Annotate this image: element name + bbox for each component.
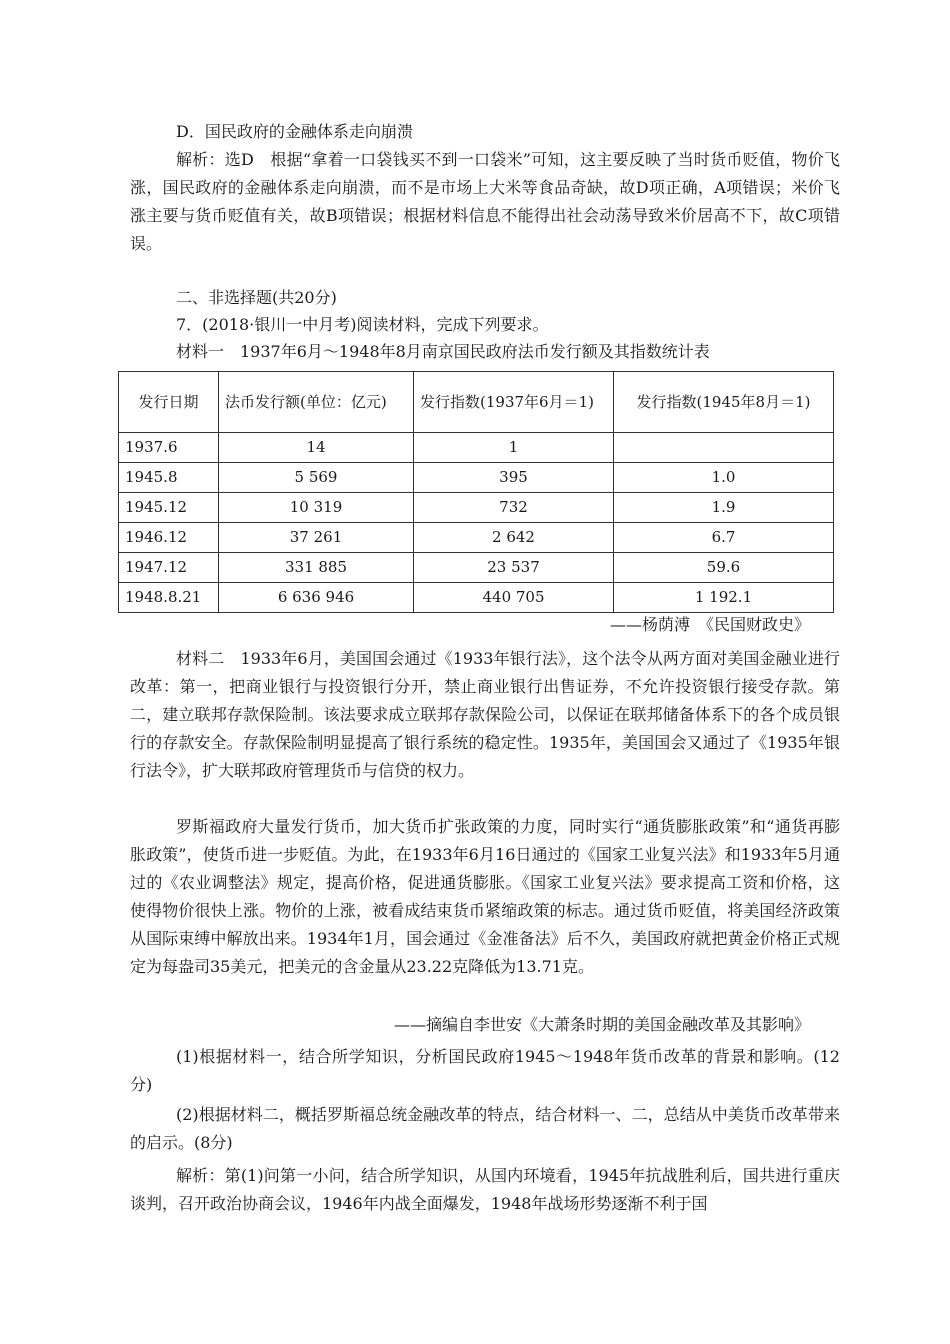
analysis-2: 解析：第(1)问第一小问，结合所学知识，从国内环境看，1945年抗战胜利后，国共进行重庆谈判，召开政治协商会议，1946年内战全面爆发，1948年战场形势逐渐不利于国 xyxy=(130,1166,840,1213)
table-cell: 14 xyxy=(219,433,414,463)
analysis-answer: 解析：选D 根据“拿着一口袋钱买不到一口袋米”可知，这主要反映了当时货币贬值，物价飞涨，国民政府的金融体系走向崩溃，而不是市场上大米等食品奇缺，故D项正确，A项错误；米价飞涨主要与货币贬值有关，故B项错误；根据材料信息不能得出社会动荡导致米价居高不下，故C项错误。 xyxy=(130,150,840,253)
table-cell: 6 636 946 xyxy=(219,583,414,613)
table-row xyxy=(119,433,834,463)
table-cell: 395 xyxy=(414,463,614,493)
table-cell: 1946.12 xyxy=(119,523,219,553)
material1-title: 材料一 1937年6月～1948年8月南京国民政府法币发行额及其指数统计表 xyxy=(176,342,710,361)
question-7: 7．(2018·银川一中月考)阅读材料，完成下列要求。 xyxy=(176,315,549,334)
table-header-cell: 发行指数(1945年8月＝1) xyxy=(614,372,834,433)
table-header-cell: 发行指数(1937年6月＝1) xyxy=(414,372,614,433)
table-cell: 37 261 xyxy=(219,523,414,553)
source-citation-1: ——杨荫溥 《民国财政史》 xyxy=(609,615,810,634)
table-header-cell: 发行日期 xyxy=(119,372,219,433)
table-cell: 5 569 xyxy=(219,463,414,493)
table-cell: 1948.8.21 xyxy=(119,583,219,613)
section-heading: 二、非选择题(共20分) xyxy=(176,288,337,307)
table-header-row xyxy=(119,372,834,433)
material2-paragraph-2: 罗斯福政府大量发行货币，加大货币扩张政策的力度，同时实行“通货膨胀政策”和“通货再膨胀政策”，使货币进一步贬值。为此，在1933年6月16日通过的《国家工业复兴法》和1933年5月通过的《农业调整法》规定，提高价格，促进通货膨胀。《国家工业复兴法》要求提高工资和价格，这使得物价很快上涨。物价的上涨，被看成结束货币紧缩政策的标志。通过货币贬值，将美国经济政策从国际束缚中解放出来。1934年1月，国会通过《金准备法》后不久，美国政府就把黄金价格正式规定为每盎司35美元，把美元的含金量从23.22克降低为13.71克。 xyxy=(130,817,840,976)
table-cell: 1 xyxy=(414,433,614,463)
table-cell: 1945.12 xyxy=(119,493,219,523)
table-cell xyxy=(614,433,834,463)
table-cell: 2 642 xyxy=(414,523,614,553)
table-cell: 1945.8 xyxy=(119,463,219,493)
table-cell: 10 319 xyxy=(219,493,414,523)
table-cell: 440 705 xyxy=(414,583,614,613)
table-row xyxy=(119,463,834,493)
table-cell: 59.6 xyxy=(614,553,834,583)
table-row xyxy=(119,523,834,553)
table-cell: 732 xyxy=(414,493,614,523)
table-header-cell: 法币发行额(单位：亿元) xyxy=(219,372,414,433)
table-cell: 1947.12 xyxy=(119,553,219,583)
option-d: D．国民政府的金融体系走向崩溃 xyxy=(176,122,413,141)
table-row xyxy=(119,553,834,583)
question-part-2: (2)根据材料二，概括罗斯福总统金融改革的特点，结合材料一、二，总结从中美货币改革带来的启示。(8分) xyxy=(130,1105,840,1152)
currency-issuance-table xyxy=(118,371,834,613)
question-part-1: (1)根据材料一，结合所学知识，分析国民政府1945～1948年货币改革的背景和影响。(12分) xyxy=(130,1047,840,1094)
table-row xyxy=(119,583,834,613)
table-cell: 6.7 xyxy=(614,523,834,553)
table-cell: 1937.6 xyxy=(119,433,219,463)
table-cell: 1 192.1 xyxy=(614,583,834,613)
source-citation-2: ——摘编自李世安《大萧条时期的美国金融改革及其影响》 xyxy=(393,1015,810,1034)
material2-paragraph-1: 材料二 1933年6月，美国国会通过《1933年银行法》，这个法令从两方面对美国金融业进行改革：第一，把商业银行与投资银行分开，禁止商业银行出售证券，不允许投资银行接受存款。第二，建立联邦存款保险制。该法要求成立联邦存款保险公司，以保证在联邦储备体系下的各个成员银行的存款安全。存款保险制明显提高了银行系统的稳定性。1935年，美国国会又通过了《1935年银行法令》，扩大联邦政府管理货币与信贷的权力。 xyxy=(130,649,840,780)
table-cell: 1.9 xyxy=(614,493,834,523)
table-cell: 23 537 xyxy=(414,553,614,583)
table-row xyxy=(119,493,834,523)
table-cell: 331 885 xyxy=(219,553,414,583)
table-cell: 1.0 xyxy=(614,463,834,493)
